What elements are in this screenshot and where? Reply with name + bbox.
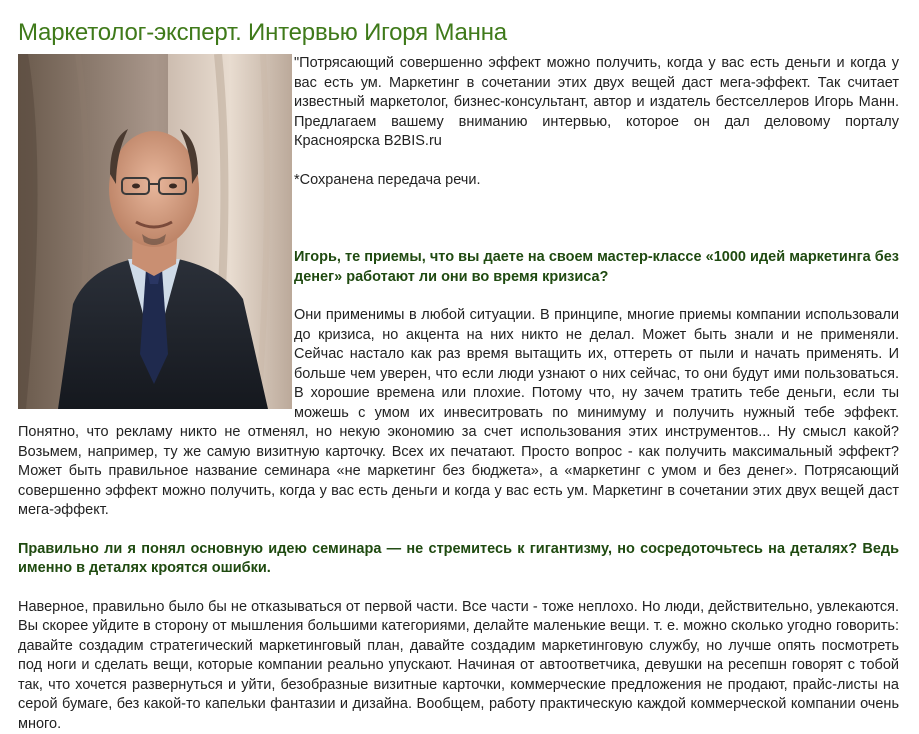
question-1: Игорь, те приемы, что вы даете на своем мастер-классе «1000 идей маркетинга без денег» работают ли они во время кризиса? bbox=[18, 248, 899, 287]
answer-2: Наверное, правильно было бы не отказываться от первой части. Все части - тоже неплохо. Но люди, действительно, увлекаются. Вы скорее уйдите в сторону от мышления большими категориями, делайте маленькие вещи. т. е. можно сколько угодно говорить: давайте создадим стратегический маркетинговый план, давайте создадим маркетинговую службу, но лучше опять посмотреть под ноги и сделать вещи, которые компании реально упускают. Начиная от автоответчика, девушки на ресепшн говорят с тобой так, что хочется развернуться и уйти, безобразные визитные карточки, коммерческие предложения не продают, прайс-листы на серой бумаге, без какой-то капельки фантазии и дизайна. Вообщем, работу практическую каждой коммерческой компании очень много. bbox=[18, 598, 899, 734]
speech-note: *Сохранена передача речи. bbox=[18, 171, 899, 191]
question-2: Правильно ли я понял основную идею семинара — не стремитесь к гигантизму, но сосредоточьтесь на деталях? Ведь именно в деталях кроятся ошибки. bbox=[18, 540, 899, 579]
answer-1: Они применимы в любой ситуации. В принципе, многие приемы компании использовали до кризиса, но акцента на них никто не делал. Может быть знали и не применяли. Сейчас настало как раз время вытащить их, оттереть от пыли и начать применять. И больше чем уверен, что если люди узнают о них сейчас, то они будут ими пользоваться. В хорошие времена или плохие. Потому что, ну зачем тратить тебе деньги, если ты можешь с умом их инвеситровать по минимуму и получить нужный тебе эффект. Понятно, что рекламу никто не отменял, но некую экономию за счет использования этих инструментов... Ну смысл какой? Возьмем, например, ту же самую визитную карточку. Всех их печатают. Просто вопрос - как получить максимальный эффект? Может быть правильное название семинара «не маркетинг без бюджета», а «маркетинг с умом и без денег». Потрясающий совершенно эффект можно получить, когда у вас есть деньги и когда у вас есть ум. Маркетинг в сочетании этих двух вещей даст мега-эффект. bbox=[18, 306, 899, 521]
spacer bbox=[18, 521, 899, 540]
portrait-photo bbox=[18, 54, 292, 409]
spacer bbox=[18, 579, 899, 598]
intro-paragraph: "Потрясающий совершенно эффект можно получить, когда у вас есть деньги и когда у вас есть ум. Маркетинг в сочетании этих двух вещей даст мега-эффект. Так считает известный маркетолог, бизнес-консультант, автор и издатель бестселлеров Игорь Манн. Предлагаем вашему вниманию интервью, которое он дал деловому порталу Красноярска B2BIS.ru bbox=[18, 54, 899, 152]
article-title: Маркетолог-эксперт. Интервью Игоря Манна bbox=[18, 18, 899, 48]
portrait-photo-icon bbox=[18, 54, 292, 409]
